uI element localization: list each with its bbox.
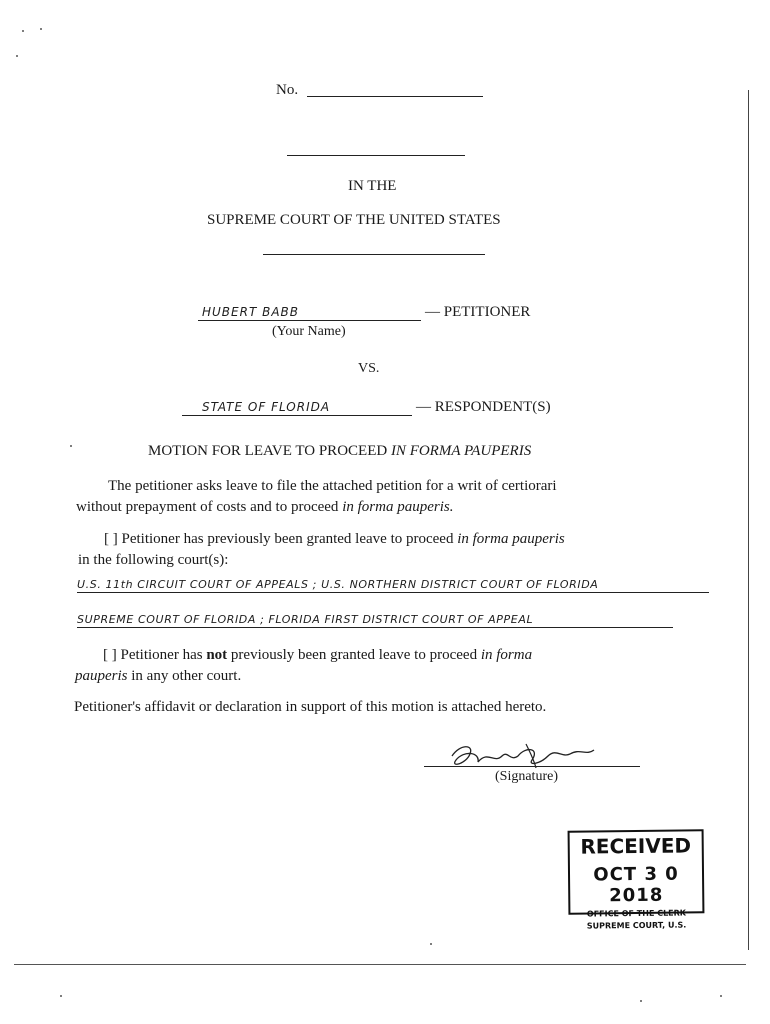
versus-label: VS. [358,361,380,376]
respondent-label: — RESPONDENT(S) [416,399,551,415]
docket-number-line [307,96,483,97]
option-previously-granted [78,529,658,571]
petitioner-name: HUBERT BABB [198,305,421,321]
scan-bottom-line [14,964,746,965]
intro-line-2: without prepayment of costs and to proceed in forma pauperis. [76,499,454,515]
signature-line [424,766,640,767]
option1-line-2: in the following court(s): [78,552,229,568]
received-stamp [568,829,705,931]
intro-paragraph [76,476,656,518]
intro-line-1: The petitioner asks leave to file the attached petition for a writ of certiorari [108,478,557,494]
affidavit-statement: Petitioner's affidavit or declaration in support of this motion is attached hereto. [74,699,547,715]
scan-speck [40,28,42,30]
courts-line-2: SUPREME COURT OF FLORIDA ; FLORIDA FIRST DISTRICT COURT OF APPEAL [77,613,673,628]
scan-speck [60,995,62,997]
scan-speck [22,30,24,32]
stamp-office-line-1: OFFICE OF THE CLERK [586,908,687,919]
option2-checkbox[interactable]: [ ] [103,647,117,663]
option1-line-1: [ ] Petitioner has previously been granted leave to proceed in forma pauperis [104,531,565,547]
scan-speck [640,1000,642,1002]
option-not-previously-granted [75,645,675,687]
option1-checkbox[interactable]: [ ] [104,531,118,547]
separator-line-middle [263,254,485,255]
respondent-name: STATE OF FLORIDA [182,400,412,416]
court-heading-in-the: IN THE [348,178,397,194]
separator-line-top [287,155,465,156]
courts-line-1: U.S. 11th CIRCUIT COURT OF APPEALS ; U.S. NORTHERN DISTRICT COURT OF FLORIDA [77,578,709,593]
petitioner-row [198,303,530,321]
stamp-received: RECEIVED [580,833,692,859]
signature-caption: (Signature) [495,769,558,784]
scan-speck [720,995,722,997]
motion-title [148,443,531,460]
motion-title-italic: IN FORMA PAUPERIS [390,443,532,459]
scan-speck [430,943,432,945]
scan-speck [70,445,72,447]
scan-speck [16,55,18,57]
stamp-office-line-2: SUPREME COURT, U.S. [586,920,687,931]
scan-margin-line [748,90,749,950]
docket-label: No. [276,82,299,98]
option2-line-2: pauperis in any other court. [75,668,242,684]
respondent-row [182,398,551,416]
option2-line-1: [ ] Petitioner has not previously been granted leave to proceed in forma [103,647,533,663]
stamp-date: OCT 3 0 2018 [593,863,679,907]
petitioner-label: — PETITIONER [425,304,531,320]
motion-title-prefix: MOTION FOR LEAVE TO PROCEED [148,443,388,459]
your-name-caption: (Your Name) [272,324,346,339]
court-heading-name: SUPREME COURT OF THE UNITED STATES [207,212,501,228]
